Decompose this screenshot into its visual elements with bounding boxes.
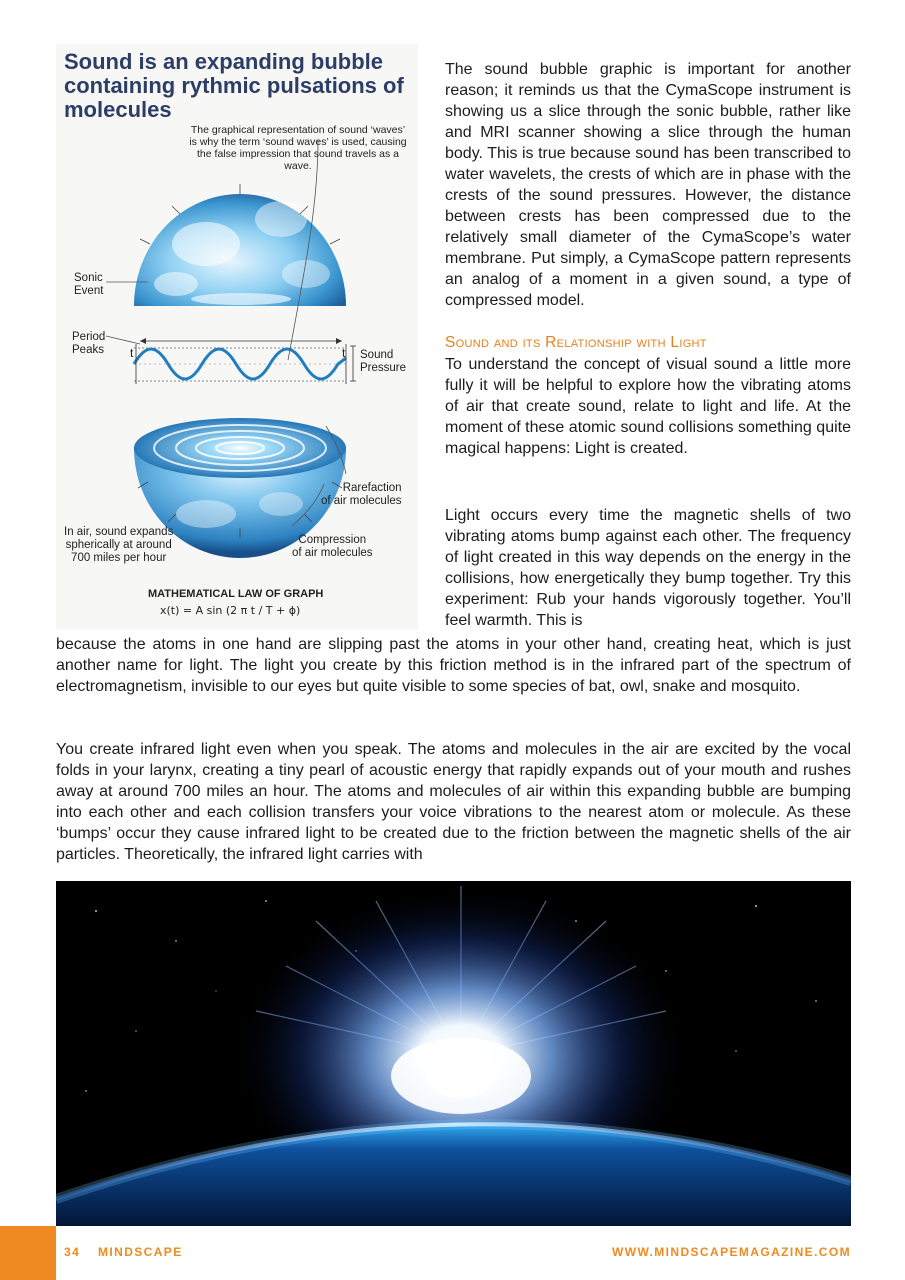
paragraph-4: because the atoms in one hand are slipping past the atoms in your other hand, creating heat, which is just another name for light. The light you create by this friction method is in the infrared part of the spectrum of electromagnetism, invisible to our eyes but quite visible to some species of bat, owl, snake and mosquito. (56, 636, 851, 695)
label-t-left: t (130, 346, 134, 360)
label-t-right: t (342, 346, 346, 360)
sound-bubble-figure (56, 44, 418, 630)
earth-light-burst-illustration (56, 881, 851, 1226)
label-period-peaks: Period Peaks (72, 331, 106, 356)
law-title: MATHEMATICAL LAW OF GRAPH (148, 588, 324, 600)
paragraph-3: Light occurs every time the magnetic shells of two vibrating atoms bump against each other. The frequency of light created in this way depends on the energy in the collisions, how energetically they bump together. Try this experiment: Rub your hands vigorously together. You’ll feel warmth. This is (445, 507, 851, 629)
page-number: 34 (64, 1245, 81, 1259)
label-compression: Compression of air molecules (292, 534, 373, 559)
section-heading: Sound and its Relationship with Light (445, 334, 707, 351)
label-sound-pressure: Sound Pressure (360, 349, 407, 374)
label-sonic-event: Sonic Event (74, 272, 104, 297)
paragraph-5: You create infrared light even when you speak. The atoms and molecules in the air are excited by the vocal folds in your larynx, creating a tiny pearl of acoustic energy that rapidly expands out of your mouth and rushes away at around 700 miles an hour. The atoms and molecules of air within this expanding bubble are bumping into each other and each collision transfers your voice vibrations to the nearest atom or molecule. As these ‘bumps’ occur they cause infrared light to be created due to the friction between the magnetic shells of the air particles. Theoretically, the infrared light carries with (56, 741, 851, 863)
upper-hemisphere (134, 194, 346, 306)
paragraph-1: The sound bubble graphic is important for another reason; it reminds us that the CymaScope instrument is showing us a slice through the sonic bubble, rather like and MRI scanner showing a slice through the human body. This is true because sound has been transcribed to water wavelets, the crests of which are in phase with the crests of the sound pressures. However, the distance between crests has been compressed due to the relatively small diameter of the CymaScope’s water membrane. Put simply, a CymaScope pattern represents an analog of a moment in a given sound, a type of compressed model. (445, 61, 851, 309)
earth-light-burst-photo (56, 881, 851, 1226)
label-in-air: In air, sound expands spherically at around 700 miles per hour (64, 526, 174, 564)
footer-page-tab (0, 1226, 56, 1280)
label-rarefaction: Rarefaction of air molecules (321, 482, 402, 507)
figure-subtitle: The graphical representation of sound ‘waves’ is why the term ‘sound waves’ is used, causing the false impression that sound travels as a wave. (189, 124, 407, 172)
paragraph-2: To understand the concept of visual sound a little more fully it will be helpful to explore how the vibrating atoms of air that create sound, relate to light and life. At the moment of these atomic sound collisions something quite magical happens: Light is created. (445, 356, 851, 457)
figure-title: Sound is an expanding bubble containing rythmic pulsations of molecules (64, 49, 404, 122)
law-formula: x(t) = A sin (2 π t / T + ϕ) (160, 604, 301, 617)
sine-wave (134, 338, 356, 384)
magazine-name: MINDSCAPE (98, 1245, 183, 1259)
website-link[interactable]: WWW.MINDSCAPEMAGAZINE.COM (612, 1245, 851, 1259)
